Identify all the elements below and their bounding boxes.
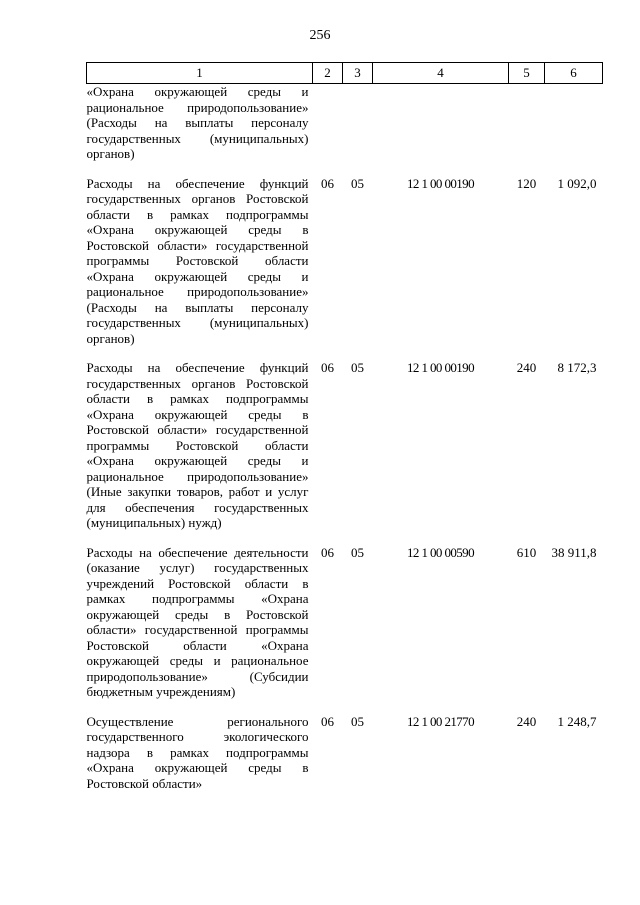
row-target-code: [373, 84, 509, 162]
page-number: 256: [309, 28, 331, 43]
table-row: [87, 346, 603, 531]
row-expense-type: 120: [516, 175, 537, 191]
row-target-code: 12 1 00 00190: [407, 360, 474, 375]
table-row: [87, 84, 603, 162]
row-amount: [545, 84, 603, 162]
row-subsection: 05: [351, 360, 364, 375]
row-section: 06: [321, 713, 334, 729]
row-amount: 1 248,7: [557, 713, 597, 729]
row-section: 06: [321, 175, 334, 191]
table-row: [87, 531, 603, 700]
table-header-row: [87, 63, 603, 84]
column-header: 1: [87, 63, 313, 84]
row-subsection: [343, 84, 373, 162]
table-row: [87, 162, 603, 347]
row-description: «Охрана окружающей среды и рациональное природопользование» (Расходы на выплаты персоналу государственных (муниципальных) органов): [86, 84, 309, 161]
row-section: [313, 84, 343, 162]
row-expense-type: 240: [516, 713, 537, 729]
row-description: Расходы на обеспечение деятельности (оказание услуг) государственных учреждений Ростовской области в рамках подпрограммы «Охрана окружающей среды в Ростовской области» государственной программы Ростовской области «Охрана окружающей среды и рациональное природопользование» (Субсидии бюджетным учреждениям): [86, 544, 309, 699]
row-expense-type: 610: [516, 544, 537, 560]
row-subsection: 05: [351, 544, 364, 560]
column-header: 5: [509, 63, 545, 84]
row-section: 06: [321, 544, 334, 560]
row-subsection: 05: [351, 175, 364, 191]
row-description: Осуществление регионального государственного экологического надзора в рамках подпрограммы «Охрана окружающей среды в Ростовской области»: [86, 713, 309, 791]
row-amount: 1 092,0: [557, 175, 597, 191]
row-expense-type: [509, 84, 545, 162]
column-header: 6: [545, 63, 603, 84]
row-amount: 38 911,8: [551, 544, 597, 560]
row-description: Расходы на обеспечение функций государственных органов Ростовской области в рамках подпрограммы «Охрана окружающей среды в Ростовской области» государственной программы Ростовской области «Охрана окружающей среды и рациональное природопользование» (Иные закупки товаров, работ и услуг для обеспечения государственных (муниципальных) нужд): [86, 360, 309, 530]
column-header: 3: [343, 63, 373, 84]
column-header: 2: [313, 63, 343, 84]
row-subsection: 05: [351, 713, 364, 729]
column-header: 4: [373, 63, 509, 84]
row-amount: 8 172,3: [557, 360, 597, 375]
table-row: [87, 700, 603, 792]
row-description: Расходы на обеспечение функций государственных органов Ростовской области в рамках подпрограммы «Охрана окружающей среды в Ростовской области» государственной программы Ростовской области «Охрана окружающей среды и рациональное природопользование» (Расходы на выплаты персоналу государственных (муниципальных) органов): [86, 175, 309, 346]
row-section: 06: [321, 360, 334, 375]
row-target-code: 12 1 00 00190: [407, 175, 474, 191]
row-target-code: 12 1 00 00590: [407, 544, 474, 560]
row-target-code: 12 1 00 21770: [407, 713, 474, 729]
budget-table: [86, 62, 603, 791]
row-expense-type: 240: [516, 360, 537, 375]
